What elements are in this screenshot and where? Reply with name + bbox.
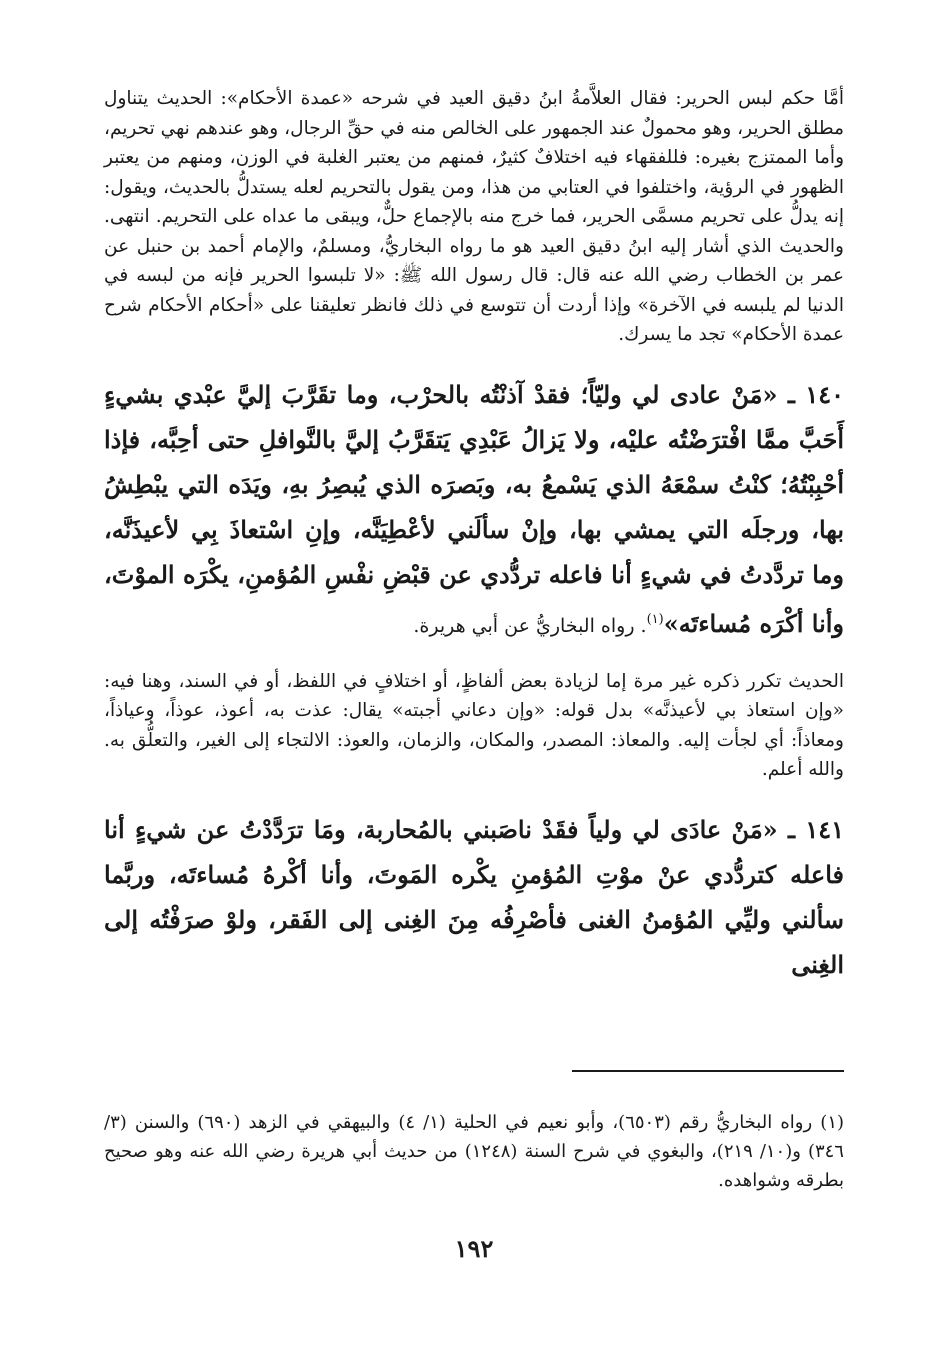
footnote-text: رواه البخاريُّ رقم (٦٥٠٣)، وأبو نعيم في الحلية (١/ ٤) والبيهقي في الزهد (٦٩٠) والسنن (٣/ ٣٤٦) و(١٠/ ٢١٩)، والبغوي في شرح السنة (١٢٤٨) من حديث أبي هريرة رضي الله عنه وهو صحيح بطرقه وشواهده. bbox=[104, 1112, 844, 1191]
hadith-140 bbox=[104, 372, 844, 649]
paragraph-spacer bbox=[104, 785, 844, 807]
page-number: ١٩٢ bbox=[454, 1234, 494, 1263]
footnotes-section bbox=[104, 1108, 844, 1195]
hadith-140-text: ١٤٠ ـ «مَنْ عادى لي وليّاً؛ فقدْ آذنْتُه بالحرْب، وما تقَرَّبَ إليَّ عبْدي بشيءٍ أَحَبَّ ممَّا افْترَضْتُه عليْه، ولا يَزالُ عَبْدِي يَتقَرَّبُ إليَّ بالنَّوافلِ حتى أحِبَّه، فإذا أحْبِبْتُهُ؛ كنْتُ سمْعَهُ الذي يَسْمعُ به، وبَصرَه الذي يُبصِرُ بهِ، ويَدَه التي يبْطِشُ بها، ورجلَه التي يمشي بها، وإنْ سألَني لأعْطِيَنَّه، وإنِ اسْتعاذَ بِي لأعيذَنَّه، وما تردَّدتُ في شيءٍ أنا فاعله تردُّدي عن قبْضِ نفْسِ المُؤمنِ، يكْرَه الموْتَ، وأنا أكْرَه مُساءتَه» bbox=[104, 379, 844, 638]
footnote-reference-1[interactable]: (١) bbox=[646, 611, 664, 627]
hadith-141-text: ١٤١ ـ «مَنْ عادَى لي ولياً فقَدْ ناصَبني بالمُحاربة، ومَا ترَدَّدْتُ عن شيءٍ أنا فاعله كتردُّدي عنْ موْتِ المُؤمنِ يكْره المَوتَ، وأنا أكْرهُ مُساءتَه، وربَّما سألني وليِّي المُؤمنُ الغنى فأصْرِفُه مِنَ الغِنى إلى الفَقر، ولوْ صرَفْتُه إلى الغِنى bbox=[104, 814, 844, 979]
commentary-paragraph-silk-ruling: أمَّا حكم لبس الحرير: فقال العلاَّمةُ ابنُ دقيق العيد في شرحه «عمدة الأحكام»: الحديث يتناول مطلق الحرير، وهو محمولٌ عند الجمهور على الخالص منه في حقِّ الرجال، وهو عندهم نهي تحريم، وأما الممتزج بغيره: فللفقهاء فيه اختلافٌ كثيرٌ، فمنهم من يعتبر الغلبة في الوزن، ومنهم من يعتبر الظهور في الرؤية، واختلفوا في العتابي من هذا، ومن يقول بالتحريم لعله يستدلُّ بالحديث، ويقول: إنه يدلُّ على تحريم مسمَّى الحرير، فما خرج منه بالإجماع حلٌّ، ويبقى ما عداه على التحريم. انتهى. والحديث الذي أشار إليه ابنُ دقيق العيد هو ما رواه البخاريُّ، ومسلمٌ، والإمام أحمد بن حنبل عن عمر بن الخطاب رضي الله عنه قال: قال رسول الله ﷺ: «لا تلبسوا الحرير فإنه من لبسه في الدنيا لم يلبسه في الآخرة» وإذا أردت أن تتوسع في ذلك فانظر تعليقنا على «أحكام الأحكام شرح عمدة الأحكام» تجد ما يسرك. bbox=[104, 88, 844, 345]
commentary-paragraph-hadith-140: الحديث تكرر ذكره غير مرة إما لزيادة بعض ألفاظٍ، أو اختلافٍ في اللفظ، أو في السند، وهنا فيه: «وإن استعاذ بي لأعيذنَّه» بدل قوله: «وإن دعاني أجبته» يقال: عذت به، أعوذ، عوذاً، وعياذاً، ومعاذاً: أي لجأت إليه. والمعاذ: المصدر، والمكان، والزمان، والعوذ: الالتجاء إلى الغير، والتعلُّق به. والله أعلم. bbox=[104, 670, 844, 780]
hadith-140-attribution: . رواه البخاريُّ عن أبي هريرة. bbox=[413, 614, 647, 637]
hadith-141 bbox=[104, 807, 844, 987]
paragraph-spacer bbox=[104, 350, 844, 372]
footnote-marker: (١) bbox=[820, 1112, 845, 1133]
book-page bbox=[104, 84, 844, 1304]
paragraph-spacer bbox=[104, 649, 844, 667]
footnote-separator-rule bbox=[572, 1070, 844, 1072]
